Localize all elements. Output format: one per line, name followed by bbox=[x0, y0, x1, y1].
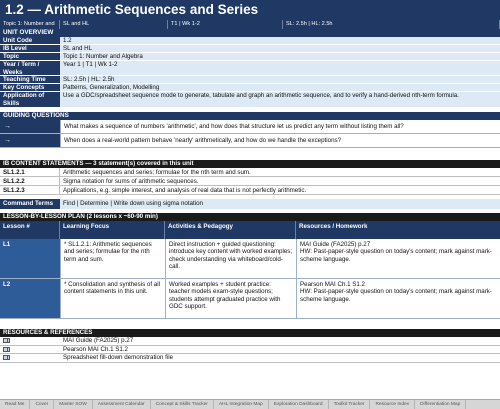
resource-text: Spreadsheet fill-down demonstration file bbox=[63, 354, 174, 361]
guiding-question bbox=[0, 120, 500, 134]
lesson-row bbox=[0, 239, 500, 279]
sheet-tab-resource-index[interactable]: Resource Index bbox=[370, 400, 415, 409]
subbar-topic: Topic 1: Number and bbox=[0, 20, 60, 29]
subbar-level: SL and HL bbox=[60, 20, 168, 29]
ib-statement-code: SL1.2.2 bbox=[0, 177, 60, 185]
ib-statement-text: Arithmetic sequences and series; formulae for the nth term and sum. bbox=[63, 169, 251, 176]
command-terms-row bbox=[0, 199, 500, 209]
unit-overview-heading: UNIT OVERVIEW bbox=[0, 29, 500, 37]
guiding-questions-list bbox=[0, 120, 500, 148]
lesson-number: L1 bbox=[0, 239, 60, 278]
guiding-question bbox=[0, 134, 500, 148]
lesson-plan-columns bbox=[0, 221, 500, 239]
overview-label: Topic bbox=[0, 53, 60, 60]
arrow-right-icon: → bbox=[0, 120, 60, 133]
ib-statement-text: Applications, e.g. simple interest, and analysis of real data that is not perfectly arithmetic. bbox=[63, 187, 307, 194]
book-icon bbox=[3, 355, 10, 360]
book-icon bbox=[3, 347, 10, 352]
subbar-time: SL: 2.5h | HL: 2.5h bbox=[283, 20, 500, 29]
lesson-resources: MAI Guide (FA2025) p.27 HW: Past-paper-style question on today's content; mark against mark-scheme language. bbox=[296, 239, 500, 278]
page-title: 1.2 — Arithmetic Sequences and Series bbox=[0, 0, 500, 20]
lesson-number: L2 bbox=[0, 279, 60, 318]
arrow-right-icon: → bbox=[0, 134, 60, 147]
overview-label: Application of Skills bbox=[0, 92, 60, 107]
resource-text: MAI Guide (FA2025) p.27 bbox=[63, 337, 134, 344]
resource-text: Pearson MAI Ch.1 S1.2 bbox=[63, 345, 129, 353]
lesson-focus: * Consolidation and synthesis of all content statements in this unit. bbox=[60, 279, 165, 318]
overview-label: Year / Term / Weeks bbox=[0, 61, 60, 75]
lesson-activities: Worked examples + student practice: teacher models exam-style questions; students attempt graduated practice with GDC support. bbox=[165, 279, 296, 318]
sheet-tab-ahl-integration-map[interactable]: AHL Integration Map bbox=[214, 400, 269, 409]
overview-label: Unit Code bbox=[0, 37, 60, 44]
ib-statement-code: SL1.2.1 bbox=[0, 168, 60, 176]
resources-heading: RESOURCES & REFERENCES bbox=[0, 329, 500, 337]
guiding-question-text: When does a real-world pattern behave 'nearly' arithmetically, and how do we handle the exceptions? bbox=[60, 134, 500, 147]
overview-row-ib-level bbox=[0, 45, 500, 53]
sheet-tab-toolkit-tracker[interactable]: Toolkit Tracker bbox=[329, 400, 371, 409]
lesson-activities: Direct instruction + guided questioning: introduce key content with worked examples; check understanding via whiteboard/cold-call. bbox=[165, 239, 296, 278]
ib-statement-row bbox=[0, 168, 500, 177]
overview-value: 1.2 bbox=[60, 37, 500, 44]
command-terms-label: Command Terms bbox=[0, 199, 60, 209]
overview-label: Key Concepts bbox=[0, 84, 60, 91]
lesson-resources: Pearson MAI Ch.1 S1.2 HW: Past-paper-style question on today's content; mark against mark-scheme language. bbox=[296, 279, 500, 318]
overview-row-year-term bbox=[0, 61, 500, 76]
overview-label: Teaching Time bbox=[0, 76, 60, 83]
overview-value: Use a GDC/spreadsheet sequence mode to generate, tabulate and graph an arithmetic sequence, and to verify a hand-derived nth-term formula. bbox=[60, 92, 500, 107]
unit-overview-table bbox=[0, 37, 500, 108]
sheet-tab-cover[interactable]: Cover bbox=[30, 400, 54, 409]
overview-row-unit-code bbox=[0, 37, 500, 45]
column-header-activities: Activities & Pedagogy bbox=[165, 221, 296, 239]
sheet-tab-master-sow[interactable]: Master SOW bbox=[54, 400, 92, 409]
column-header-lesson: Lesson # bbox=[0, 221, 60, 239]
overview-value: Patterns, Generalization, Modelling bbox=[60, 84, 500, 91]
ib-statement-code: SL1.2.3 bbox=[0, 186, 60, 194]
overview-value: Topic 1: Number and Algebra bbox=[60, 53, 500, 60]
lesson-focus: * SL1.2.1: Arithmetic sequences and series; formulae for the nth term and sum. bbox=[60, 239, 165, 278]
ib-statement-row bbox=[0, 177, 500, 186]
overview-value: SL and HL bbox=[60, 45, 500, 52]
overview-row-teaching-time bbox=[0, 76, 500, 84]
overview-value: SL: 2.5h | HL: 2.5h bbox=[60, 76, 500, 83]
ib-statement-text: Sigma notation for sums of arithmetic sequences. bbox=[63, 178, 199, 185]
resources-list bbox=[0, 337, 500, 363]
resource-item bbox=[0, 346, 500, 355]
overview-label: IB Level bbox=[0, 45, 60, 52]
book-icon bbox=[3, 338, 10, 343]
lesson-row bbox=[0, 279, 500, 319]
ib-content-heading: IB CONTENT STATEMENTS — 3 statement(s) covered in this unit bbox=[0, 160, 500, 168]
subbar-term: T1 | Wk 1-2 bbox=[168, 20, 283, 29]
sheet-tab-concept-skills-tracker[interactable]: Concept & Skills Tracker bbox=[151, 400, 214, 409]
unit-subbar bbox=[0, 20, 500, 29]
resource-item bbox=[0, 337, 500, 346]
overview-value: Year 1 | T1 | Wk 1-2 bbox=[60, 61, 500, 75]
sheet-tab-differentiation-map[interactable]: Differentiation Map bbox=[415, 400, 466, 409]
ib-statement-row bbox=[0, 186, 500, 195]
command-terms-value: Find | Determine | Write down using sigma notation bbox=[60, 199, 500, 209]
guiding-question-text: What makes a sequence of numbers 'arithmetic', and how does that structure let us predict any term without listing them all? bbox=[60, 120, 500, 133]
column-header-focus: Learning Focus bbox=[60, 221, 165, 239]
sheet-tab-exploration-dashboard[interactable]: Exploration Dashboard bbox=[269, 400, 329, 409]
sheet-tab-assessment-calendar[interactable]: Assessment Calendar bbox=[93, 400, 151, 409]
overview-row-key-concepts bbox=[0, 84, 500, 92]
lesson-plan-heading: LESSON-BY-LESSON PLAN (2 lessons x ~60-90 min) bbox=[0, 213, 500, 221]
guiding-questions-heading: GUIDING QUESTIONS bbox=[0, 112, 500, 120]
sheet-tab-bar bbox=[0, 399, 500, 409]
ib-content-table bbox=[0, 168, 500, 195]
sheet-tab-read-me[interactable]: Read Me bbox=[0, 400, 30, 409]
overview-row-application bbox=[0, 92, 500, 108]
overview-row-topic bbox=[0, 53, 500, 61]
resource-item bbox=[0, 354, 500, 363]
column-header-resources: Resources / Homework bbox=[299, 223, 368, 230]
